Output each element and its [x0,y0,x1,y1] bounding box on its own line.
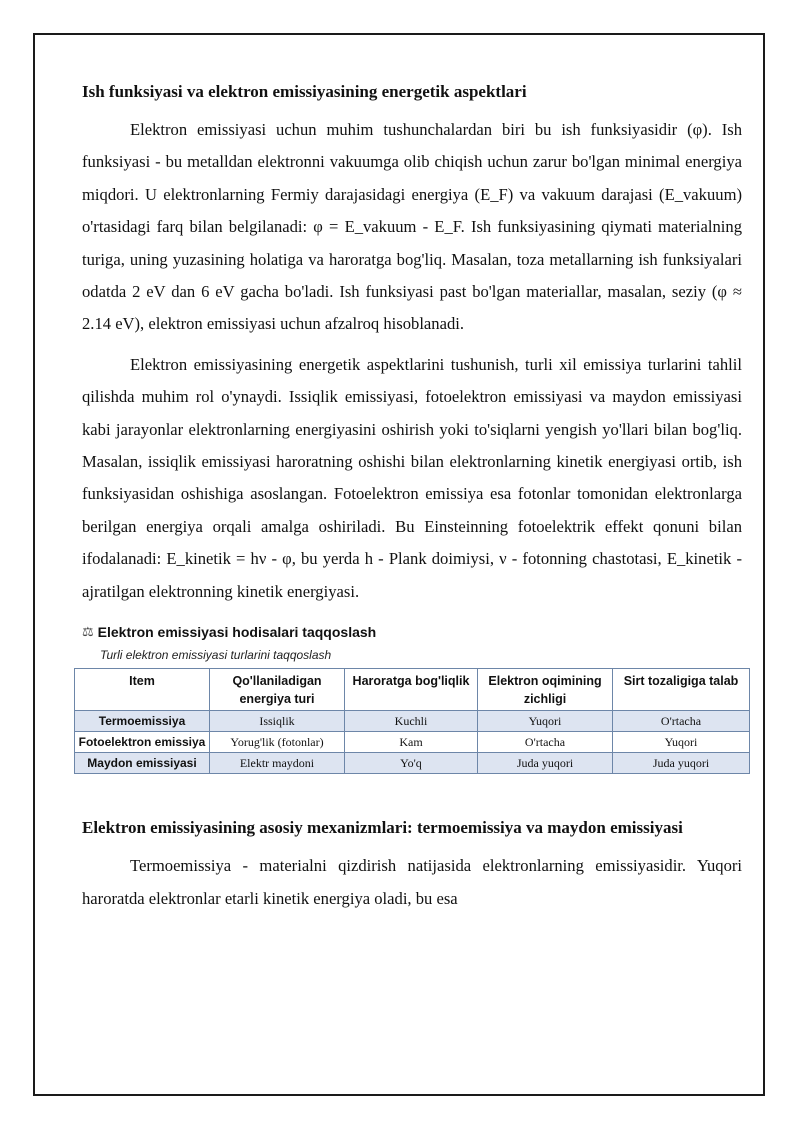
paragraph-energy-aspects: Elektron emissiyasining energetik aspektlarini tushunish, turli xil emissiya turlarini tahlil qilishda muhim rol o'ynaydi. Issiqlik emissiyasi, fotoelektron emissiyasi va maydon emissiyasi kabi jarayonlar elektronlarning energiyasini oshirish yoki to'siqlarni yengish yo'llari bilan bog'liq. Masalan, issiqlik emissiyasi haroratning oshishi bilan elektronlarning kinetik energiyasi ortib, ish funksiyasidan oshishiga asoslangan. Fotoelektron emissiya esa fotonlar tomonidan elektronlarga berilgan energiya orqali amalga oshiriladi. Bu Einsteinning fotoelektrik effekt qonuni bilan ifodalanadi: E_kinetik = hν - φ, bu yerda h - Plank doimiysi, ν - fotonning chastotasi, E_kinetik - ajratilgan elektronning kinetik energiyasi. [82,354,742,601]
table-cell: Elektr maydoni [210,753,345,774]
table-subcaption: Turli elektron emissiyasi turlarini taqqoslash [100,648,332,663]
table-row-label: Fotoelektron emissiya [75,732,210,753]
paragraph-work-function: Elektron emissiyasi uchun muhim tushunchalardan biri bu ish funksiyasidir (φ). Ish funksiyasi - bu metalldan elektronni vakuumga olib chiqish uchun zarur bo'lgan minimal energiya miqdori. U elektronlarning Fermiy darajasidagi energiya (E_F) va vakuum darajasi (E_vakuum) o'rtasidagi farq bilan belgilanadi: φ = E_vakuum - E_F. Ish funksiyasining qiymati materialning turiga, uning yuzasining holatiga va haroratga bog'liq. Masalan, toza metallarning ish funksiyalari odatda 2 eV dan 6 eV gacha bo'ladi. Ish funksiyasi past bo'lgan materiallar, masalan, seziy (φ ≈ 2.14 eV), elektron emissiyasi uchun afzalroq hisoblanadi. [82,120,742,334]
table-header-row [75,669,750,711]
table-cell: Yuqori [478,711,613,732]
table-header-cell: Haroratga bog'liqlik [345,669,478,711]
section-mechanisms [82,816,742,915]
table-row-label: Maydon emissiyasi [75,753,210,774]
table-caption-text: Elektron emissiyasi hodisalari taqqoslash [97,624,377,641]
table-header-cell: Sirt tozaligiga talab [613,669,750,711]
table-cell: O'rtacha [478,732,613,753]
table-header-cell: Item [75,669,210,711]
table-header-cell: Qo'llaniladigan energiya turi [210,669,345,711]
table-cell: O'rtacha [613,711,750,732]
table-cell: Issiqlik [210,711,345,732]
table-cell: Kuchli [345,711,478,732]
document-content [78,80,742,923]
table-cell: Juda yuqori [613,753,750,774]
section-heading-mechanisms: Elektron emissiyasining asosiy mexanizmlari: termoemissiya va maydon emissiyasi [82,818,683,838]
table-caption [82,622,742,642]
emission-comparison-table [74,668,750,774]
table-cell: Yorug'lik (fotonlar) [210,732,345,753]
table-header-cell: Elektron oqimining zichligi [478,669,613,711]
table-cell: Yo'q [345,753,478,774]
table-cell: Juda yuqori [478,753,613,774]
table-row-label: Termoemissiya [75,711,210,732]
table-row [75,732,750,753]
table-cell: Yuqori [613,732,750,753]
table-row [75,753,750,774]
balance-scale-icon: ⚖ [82,624,94,640]
table-cell: Kam [345,732,478,753]
paragraph-thermoemission: Termoemissiya - materialni qizdirish natijasida elektronlarning emissiyasidir. Yuqori haroratda elektronlar etarli kinetik energiya oladi, bu esa [82,856,742,908]
table-row [75,711,750,732]
section-heading-work-function: Ish funksiyasi va elektron emissiyasining energetik aspektlari [82,82,527,101]
